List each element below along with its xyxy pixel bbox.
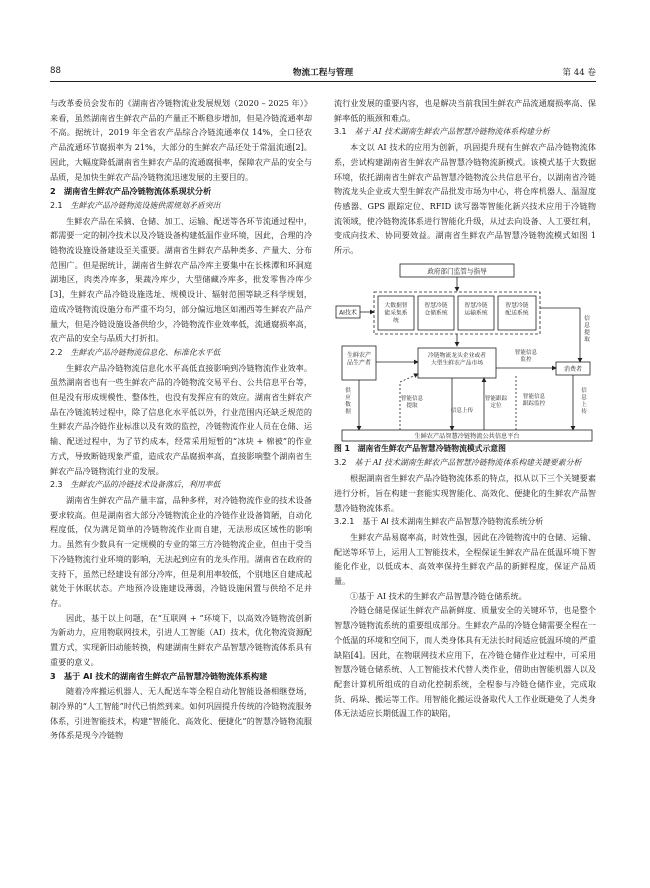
info-extract-right-label: 信息提取 bbox=[584, 315, 590, 343]
sys4-label: 智慧冷链配送系统 bbox=[505, 302, 529, 317]
ai-label: AI技术 bbox=[339, 309, 357, 317]
smart-info-monitor-label: 智能信息监控 bbox=[514, 349, 538, 363]
section-3-2-heading bbox=[334, 456, 596, 471]
paragraph-3: 随着冷库搬运机器人、无人配送车等全程自动化智能设备相继登场，制冷界的“人工智能”时代已悄然到来。如何巩固提升传统的冷链物流服务体系，引进智能技术，构建“智能化、高效化、便捷化”的智慧冷链物流服务体系是现今冷链物 bbox=[50, 686, 312, 741]
paragraph-2-1: 生鲜农产品在采摘、仓储、加工、运输、配送等各环节流通过程中，都需要一定的制冷技术以及冷链设备构建低温作业环境，因此，合理的冷链物流设施设备建设至关重要。湖南省生鲜农产品种类多、产量大、分布范围广。但是据统计，湖南省生鲜农产品冷库主要集中在长株潭和环洞庭湖地区，肉类冷库多，果蔬冷库少，大型储藏冷库多，批发零售冷库少[3]，生鲜农产品冷链设施选址、规模设计、辐射范围等缺乏科学规划，造成冷链物流设施分布严重不均匀，部分偏远地区如湘西等生鲜农产品产量大，但是冷链设施设备供给少，冷链物流作业效率低，流通腐损率高，农产品的安全与品质大打折扣。 bbox=[50, 215, 312, 344]
gov-label: 政府部门监管与指导 bbox=[427, 267, 487, 276]
sys2-label: 智慧冷链仓储系统 bbox=[424, 302, 448, 317]
figure-1-caption: 图 1 湖南省生鲜农产品智慧冷链物流模式示意图 bbox=[334, 443, 506, 453]
figure-1 bbox=[334, 262, 596, 442]
platform-label: 生鲜农产品智慧冷链物流公共信息平台 bbox=[414, 432, 520, 440]
smart-info-track-label: 智能信息跟踪监控 bbox=[522, 393, 546, 407]
section-3-heading: 3 基于 AI 技术的湖南省生鲜农产品智慧冷链物流体系构建 bbox=[50, 671, 268, 682]
paragraph-conclusion: 因此，基于以上问题，在“互联网 + ”环境下，以高效冷链物流创新为新动力，应用物联网技术，引进人工智能（AI）技术，优化物流资源配置方式，实现新旧动能转换，构建湖南生鲜农产品智慧冷链物流体系具有重要的意义。 bbox=[50, 612, 312, 667]
section-2-1-heading bbox=[50, 199, 312, 214]
section-3-2-title: 基于 AI 技术湖南生鲜农产品智慧冷链物流体系构建关键要素分析 bbox=[354, 458, 582, 468]
paragraph-2-3: 湖南省生鲜农产品产量丰富，品种多样，对冷链物流作业的技术设备要求较高。但是湖南省大部分冷链物流企业的冷链作业设备简陋，自动化程度低，仅为满足简单的冷链物流作业而自建，无法形成区域性的影响力。虽然有少数具有一定规模的专业的第三方冷链物流企业，但由于受当下冷链物流行业环境的影响，无法起到应有的龙头作用。湖南省在政府的支持下，虽然已经建设有部分冷库，但是利用率较低，个别地区自建成起就处于休眠状态。产地预冷设施建设薄弱，冷链设施闲置与供给不足并存。 bbox=[50, 494, 312, 608]
paragraph-2-2: 生鲜农产品冷链物流信息化水平高低直接影响到冷链物流作业效率。虽然湖南省也有一些生鲜农产品的冷链物流交易平台、公共信息平台等，但是没有形成规模性、整体性，也没有发挥应有的效应。湖南省生鲜农产品在冷链流转过程中，除了信息化水平低以外，行业范围内还缺乏规范的生鲜农产品冷链作业标准以及有效的监控，冷链物流作业人员在仓储、运输、配送过程中，为了节约成本，经常采用短暂的“冰块 + 棉被”的作业方式，导致断链现象严重，造成农产品腐损率高，直接影响整个湖南省生鲜农产品冷链物流行业的发展。 bbox=[50, 362, 312, 476]
section-2-2-number: 2.2 bbox=[50, 347, 63, 357]
sys3-label: 智慧冷链运输系统 bbox=[464, 302, 488, 317]
section-2-2-title: 生鲜农产品冷链物流信息化、标准化水平低 bbox=[70, 347, 221, 357]
paragraph-continued: 流行业发展的重要内容，也是解决当前我国生鲜农产品流通腐损率高、保鲜率低的瓶颈和难点。 bbox=[334, 98, 596, 123]
section-3-2-number: 3.2 bbox=[334, 458, 347, 468]
paragraph-3-2-1: 生鲜农产品易腐率高，时效性强，因此在冷链物流中的仓储、运输、配送等环节上，运用人工智能技术，全程保证生鲜农产品在低温环境下智能化作业，以低成本、高效率保持生鲜农产品的新鲜程度，保证产品质量。 bbox=[334, 531, 596, 587]
figure-1-diagram bbox=[334, 262, 596, 442]
consumer-label: 消费者 bbox=[563, 365, 583, 373]
section-2-heading: 2 湖南省生鲜农产品冷链物流体系现状分析 bbox=[50, 186, 212, 197]
section-2-1-title: 生鲜农产品冷链物流设施供需规划矛盾突出 bbox=[70, 200, 221, 210]
journal-title: 物流工程与管理 bbox=[292, 68, 354, 78]
info-upload-label: 信息上传 bbox=[450, 407, 474, 414]
section-2-2-heading bbox=[50, 346, 312, 361]
paragraph-3-2: 根据湖南省生鲜农产品冷链物流体系的特点，拟从以下三个关键要素进行分析，旨在构建一套能实现智能化、高效化、便捷化的生鲜农产品智慧冷链物流体系。 bbox=[334, 473, 596, 513]
paragraph-intro: 与改革委员会发布的《湖南省冷链物流业发展规划（2020 – 2025 年）》来看，虽然湖南省生鲜农产品的产量正不断稳步增加，但是冷链流通率却不高。据统计，2019 年全省农产品综合冷链流通率仅 14%，全口径农产品流通环节腐损率为 21%，大部分的生鲜农产品还处于常温流通[2]。因此，大幅度降低湖南省生鲜农产品的流通腐损率，保障农产品的安全与品质，是加快生鲜农产品冷链物流迅速发展的主要目的。 bbox=[50, 98, 312, 182]
running-header bbox=[50, 66, 596, 80]
sys1-label: 大数据智能采集系统 bbox=[384, 302, 408, 324]
header-rule bbox=[50, 81, 596, 82]
section-3-1-number: 3.1 bbox=[334, 127, 347, 137]
section-2-3-heading bbox=[50, 478, 312, 493]
section-2-3-title: 生鲜农产品的冷链技术设备落后，利用率低 bbox=[70, 480, 221, 490]
smart-extract-branch bbox=[400, 374, 418, 382]
smart-track-label: 智能跟踪定位 bbox=[484, 395, 508, 409]
section-3-2-1-heading: 3.2.1 基于 AI 技术湖南生鲜农产品智慧冷链物流系统分析 bbox=[334, 517, 544, 527]
smart-info-extract-label: 智能信息提取 bbox=[400, 395, 424, 409]
paragraph-3-2-1-item: ①基于 AI 技术的生鲜农产品智慧冷链仓储系统。 bbox=[350, 590, 527, 601]
center-label: 冷链物流龙头企业或者大型生鲜农产品市场 bbox=[428, 352, 486, 367]
paragraph-3-1: 本文以 AI 技术的应用为创新，巩固提升现有生鲜农产品冷链物流体系，尝试构建湖南省生鲜农产品智慧冷链物流新模式。该模式基于大数据环境，依托湖南省生鲜农产品智慧冷链物流公共信息平台，以湖南省冷链物流龙头企业或大型生鲜农产品批发市场为中心，将仓库机器人、温湿度传感器、GPS 跟踪定位、RFID 读写器等智能化新兴技术应用于冷链物流领域，使冷链物流体系进行智能化升级，从过去向设备、人工要红利，变成向技术、协同要效益。湖南省生鲜农产品智慧冷链物流模式如图 1 所示。 bbox=[334, 142, 596, 256]
left-column bbox=[50, 96, 312, 743]
producer-label: 生鲜农产品生产者 bbox=[346, 351, 372, 367]
section-2-3-number: 2.3 bbox=[50, 480, 63, 490]
section-3-1-title: 基于 AI 技术湖南生鲜农产品智慧冷链物流体系构建分析 bbox=[354, 127, 550, 137]
right-column bbox=[334, 96, 596, 721]
supply-data-label: 供应数据 bbox=[345, 387, 351, 415]
volume-label: 第 44 卷 bbox=[562, 68, 596, 78]
section-2-1-number: 2.1 bbox=[50, 200, 63, 210]
paragraph-3-2-1-body: 冷链仓储是保证生鲜农产品新鲜度、质量安全的关键环节，也是整个智慧冷链物流系统的重要组成部分。生鲜农产品的冷链仓储需要全程在一个低温的环境和空间下，而人类身体具有无法长时间适应低温环境的严重缺陷[4]。因此，在物联网技术应用下，在冷链仓储作业过程中，可采用智慧冷链仓储系统、人工智能技术代替人类作业，借助由智能机器人以及配套计算机所组成的自动化控制系统，全程参与冷链仓储作业，完成取货、码垛、搬运等工作。用智能化搬运设备取代人工作业既避免了人类身体无法适应长期低温工作的缺陷， bbox=[334, 605, 596, 719]
info-upload-right-label: 信息上传 bbox=[581, 387, 587, 415]
section-3-1-heading bbox=[334, 125, 596, 140]
page-number: 88 bbox=[50, 66, 61, 76]
